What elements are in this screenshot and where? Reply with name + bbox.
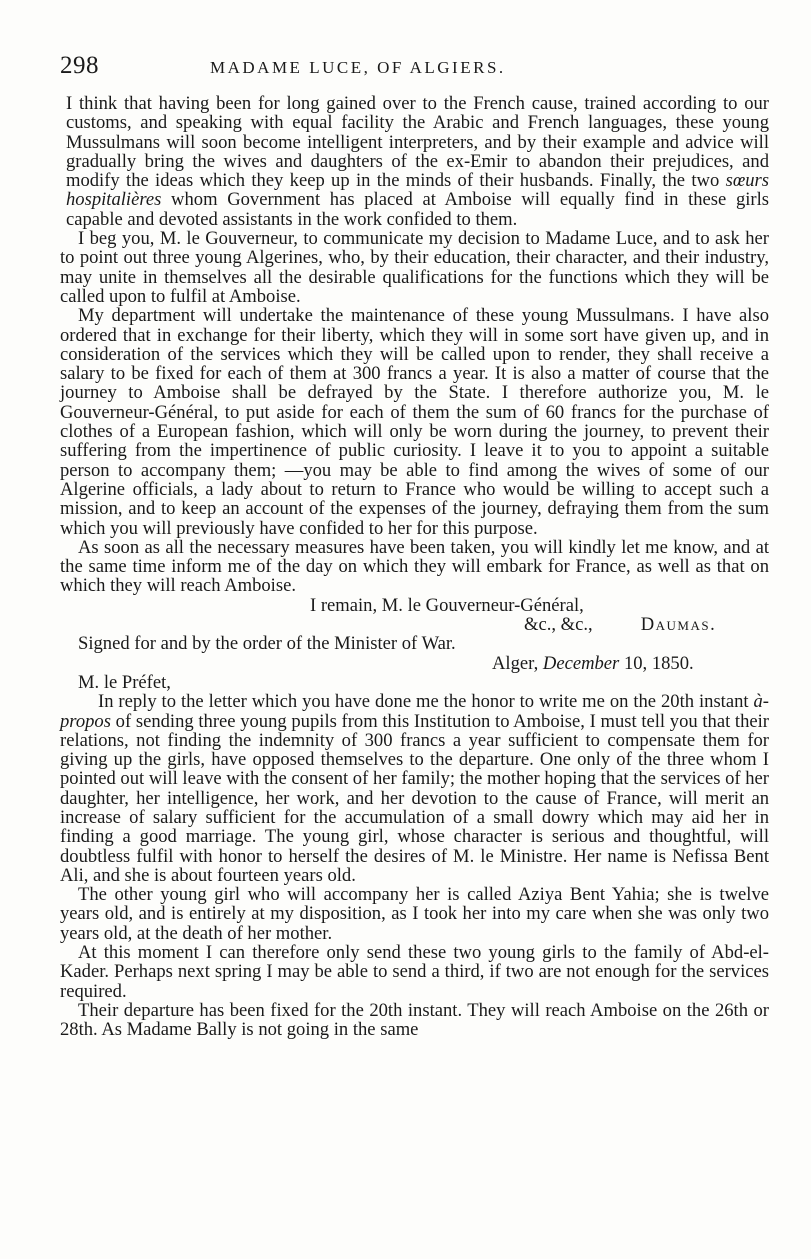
- letter2-salutation: M. le Préfet,: [78, 671, 171, 693]
- running-title: MADAME LUCE, OF ALGIERS.: [210, 58, 506, 77]
- text-run: whom Government has placed at Amboise will equally find in these girls capable and devoted assistants in the work confided to them.: [66, 189, 769, 230]
- letter1-paragraph-2: I beg you, M. le Gouverneur, to communicate my decision to Madame Luce, and to ask her to point out three young Algerines, who, by their education, their character, and their industry, may unite in themselves all the desirable qualifications for the functions which they will be called upon to fulfil at Amboise.: [60, 228, 769, 307]
- page-header: [60, 52, 769, 88]
- date-rest: 10, 1850.: [619, 652, 694, 674]
- text-run: of sending three young pupils from this Institution to Amboise, I must tell you that their relations, not finding the indemnity of 300 francs a year sufficient to compensate them for giving up the girls, have opposed themselves to the departure. One only of the three whom I pointed out will leave with the consent of her family; the mother hoping that the services of her daughter, her intelligence, her work, and her devotion to the cause of France, will merit an increase of salary sufficient for the accumulation of a small dowry which may aid her in finding a good marriage. The young girl, whose character is serious and thoughtful, will doubtless fulfil with honor to herself the desires of M. le Ministre. Her name is Nefissa Bent Ali, and she is about fourteen years old.: [60, 710, 769, 886]
- date-month: December: [542, 652, 620, 674]
- italic-phrase: à-propos: [60, 691, 769, 732]
- letter1-paragraph-4: As soon as all the necessary measures have been taken, you will kindly let me know, and at the same time inform me of the day on which they will embark for France, as well as that on which they will reach Amboise.: [60, 536, 769, 597]
- letter2-paragraph-1: [60, 692, 769, 885]
- body-text: [60, 94, 769, 1040]
- letter2-paragraph-3: At this moment I can therefore only send these two young girls to the family of Abd-el-Kader. Perhaps next spring I may be able to send a third, if two are not enough for the services required.: [60, 942, 769, 1002]
- text-run: I think that having been for long gained over to the French cause, trained according to our customs, and speaking with equal facility the Arabic and French languages, these young Mussulmans will soon become intelligent interpreters, and by their example and advice will gradually bring the wives and daughters of the ex-Emir to abandon their prejudices, and modify the ideas which they keep up in the minds of their husbands. Finally, the two: [66, 93, 769, 192]
- letter1-closing: I remain, M. le Gouverneur-Général,: [310, 594, 584, 616]
- text-run: In reply to the letter which you have done me the honor to write me on the 20th instant: [98, 691, 754, 713]
- page-number: 298: [60, 52, 99, 79]
- signed-note: Signed for and by the order of the Minister of War.: [78, 633, 456, 655]
- letter2-paragraph-2: The other young girl who will accompany her is called Aziya Bent Yahia; she is twelve years old, and is entirely at my disposition, as I took her into my care when she was only two years old, at the death of her mother.: [60, 884, 769, 944]
- letter1-paragraph-3: My department will undertake the maintenance of these young Mussulmans. I have also ordered that in exchange for their liberty, which they will in some sort have given up, and in consideration of the services which they will be called upon to render, they shall receive a salary to be fixed for each of them at 300 francs a year. It is also a matter of course that the journey to Amboise shall be defrayed by the State. I therefore authorize you, M. le Gouverneur-Général, to put aside for each of them the sum of 60 francs for the purchase of clothes of a European fashion, which will only be worn during the journey, to prevent their suffering from the impertinence of public curiosity. I leave it to you to appoint a suitable person to accompany them; —you may be able to find among the wives of some of our Algerine officials, a lady about to return to France who would be willing to accept such a mission, and to keep an account of the expenses of the journey, defraying them from the sum which you will previously have confided to her for this purpose.: [60, 305, 769, 539]
- italic-phrase: sœurs hospitalières: [66, 170, 769, 211]
- letter2-paragraph-4: Their departure has been fixed for the 20th instant. They will reach Amboise on the 26th or 28th. As Madame Bally is not going in the same: [60, 999, 769, 1041]
- letter1-signature-line: [60, 615, 769, 634]
- etc-text: &c., &c.,: [524, 614, 593, 636]
- letter1-paragraph-1: [60, 94, 769, 229]
- letter2-dateline: [60, 654, 769, 673]
- signature: Daumas.: [640, 614, 717, 636]
- date-place: Alger,: [492, 652, 543, 674]
